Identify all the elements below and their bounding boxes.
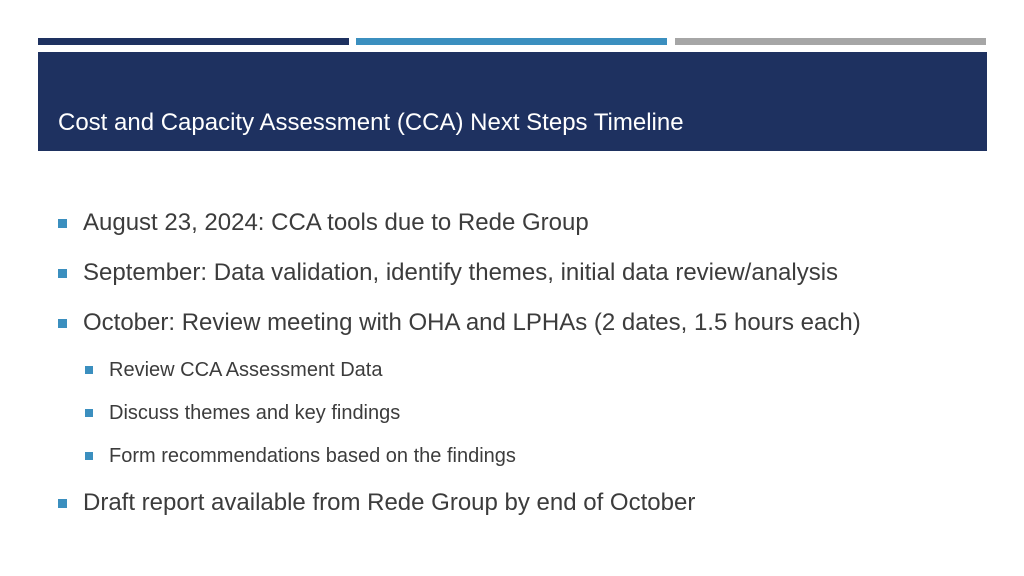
square-bullet-icon xyxy=(85,452,93,460)
bullet-item xyxy=(58,206,998,240)
square-bullet-icon xyxy=(58,499,67,508)
sub-bullet-item xyxy=(58,356,998,384)
square-bullet-icon xyxy=(58,269,67,278)
accent-bar-navy xyxy=(38,38,349,45)
bullet-text: Draft report available from Rede Group by end of October xyxy=(83,489,696,516)
bullet-item xyxy=(58,486,998,520)
title-band xyxy=(38,52,987,151)
slide-title: Cost and Capacity Assessment (CCA) Next Steps Timeline xyxy=(58,109,684,136)
accent-bar-gray xyxy=(675,38,986,45)
square-bullet-icon xyxy=(85,366,93,374)
sub-bullet-text: Discuss themes and key findings xyxy=(109,401,401,424)
accent-bar-blue xyxy=(356,38,667,45)
bullet-text: September: Data validation, identify themes, initial data review/analysis xyxy=(83,259,839,286)
bullet-text: August 23, 2024: CCA tools due to Rede Group xyxy=(83,209,589,236)
sub-bullet-text: Form recommendations based on the findings xyxy=(109,444,516,467)
bullet-list xyxy=(58,206,998,536)
square-bullet-icon xyxy=(58,219,67,228)
sub-bullet-text: Review CCA Assessment Data xyxy=(109,358,383,381)
sub-bullet-item xyxy=(58,399,998,427)
bullet-item xyxy=(58,256,998,290)
bullet-text: October: Review meeting with OHA and LPHAs (2 dates, 1.5 hours each) xyxy=(83,309,861,336)
sub-bullet-item xyxy=(58,442,998,470)
square-bullet-icon xyxy=(58,319,67,328)
square-bullet-icon xyxy=(85,409,93,417)
bullet-item xyxy=(58,306,998,340)
